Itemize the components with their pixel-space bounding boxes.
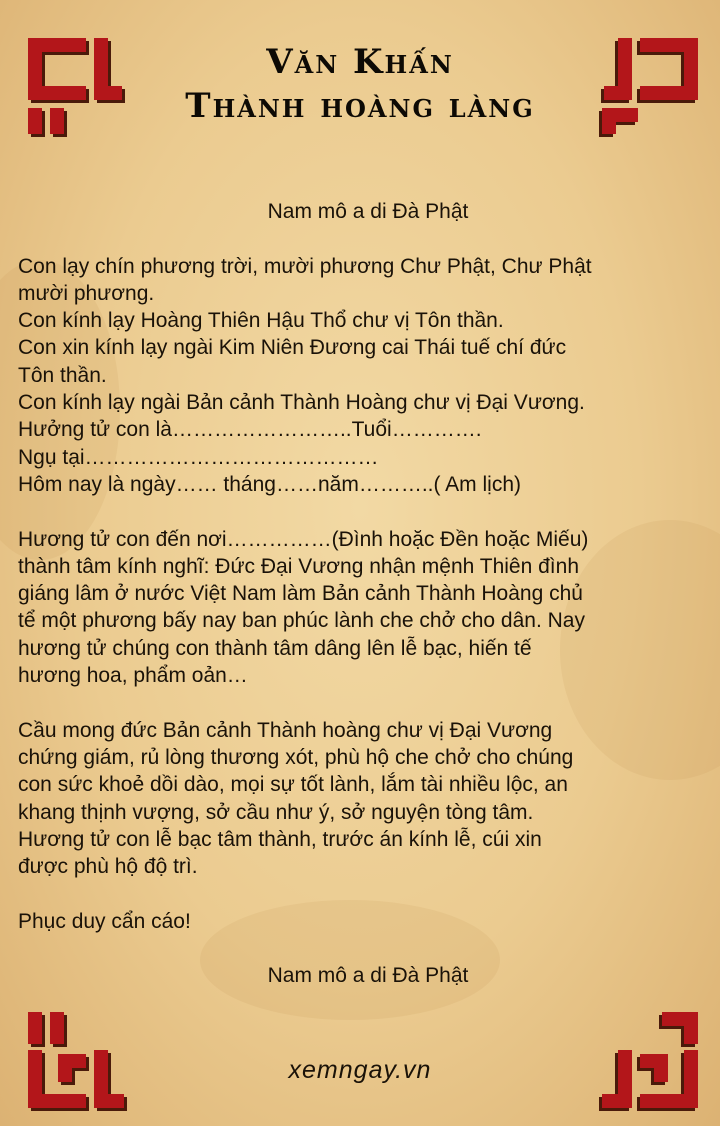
invocation-top: Nam mô a di Đà Phật [267, 200, 469, 223]
text-line: Hưởng tử con là……………………..Tuổi…………. [18, 418, 482, 442]
corner-ornament-top-left-icon [28, 38, 128, 138]
text-line: giáng lâm ở nước Việt Nam làm Bản cảnh Thành Hoàng chủ [18, 582, 583, 606]
text-line: Cầu mong đức Bản cảnh Thành hoàng chư vị Đại Vương [18, 718, 553, 742]
text-line: chứng giám, rủ lòng thương xót, phù hộ che chở cho chúng [18, 745, 574, 769]
paragraph-1 [18, 253, 718, 499]
paragraph-gap [18, 498, 718, 525]
title-line-1: Văn Khấn [266, 42, 454, 82]
text-line: khang thịnh vượng, sở cầu như ý, sở nguyện tòng tâm. [18, 800, 534, 824]
page-title [120, 40, 600, 128]
paragraph-gap [18, 225, 718, 252]
paragraph-gap [18, 935, 718, 962]
text-line: được phù hộ độ trì. [18, 855, 198, 879]
text-line: hương tử chúng con thành tâm dâng lên lễ bạc, hiến tế [18, 636, 532, 660]
text-line: con sức khoẻ dồi dào, mọi sự tốt lành, lắm tài nhiều lộc, an [18, 773, 568, 797]
text-line: hương hoa, phẩm oản… [18, 664, 248, 688]
text-line: Ngụ tại…………………………………… [18, 445, 379, 469]
site-name: xemngay.vn [288, 1056, 432, 1084]
text-line: Con kính lạy ngài Bản cảnh Thành Hoàng chư vị Đại Vương. [18, 391, 585, 415]
text-line: Con lạy chín phương trời, mười phương Chư Phật, Chư Phật [18, 254, 592, 278]
text-line: Con xin kính lạy ngài Kim Niên Đương cai Thái tuế chí đức [18, 336, 567, 360]
text-line: mười phương. [18, 281, 155, 305]
text-line: Con kính lạy Hoàng Thiên Hậu Thổ chư vị Tôn thần. [18, 309, 504, 333]
corner-ornament-top-right-icon [598, 38, 698, 138]
paragraph-3 [18, 717, 718, 881]
paragraph-2 [18, 526, 718, 690]
paragraph-gap [18, 689, 718, 716]
title-line-2: Thành hoàng làng [185, 86, 535, 126]
text-line: Hương tử con lễ bạc tâm thành, trước án kính lễ, cúi xin [18, 827, 542, 851]
text-line: Hôm nay là ngày…… tháng……năm………..( Am lịch) [18, 472, 521, 496]
closing-line: Phục duy cẩn cáo! [18, 909, 191, 933]
text-line: thành tâm kính nghĩ: Đức Đại Vương nhận mệnh Thiên đình [18, 554, 580, 578]
invocation-bottom: Nam mô a di Đà Phật [267, 964, 469, 988]
text-line: Tôn thần. [18, 363, 107, 387]
prayer-text [18, 198, 718, 990]
paragraph-gap [18, 880, 718, 907]
text-line: tể một phương bấy nay ban phúc lành che chở cho dân. Nay [18, 609, 585, 633]
text-line: Hương tử con đến nơi……………(Đình hoặc Đền hoặc Miếu) [18, 527, 589, 551]
